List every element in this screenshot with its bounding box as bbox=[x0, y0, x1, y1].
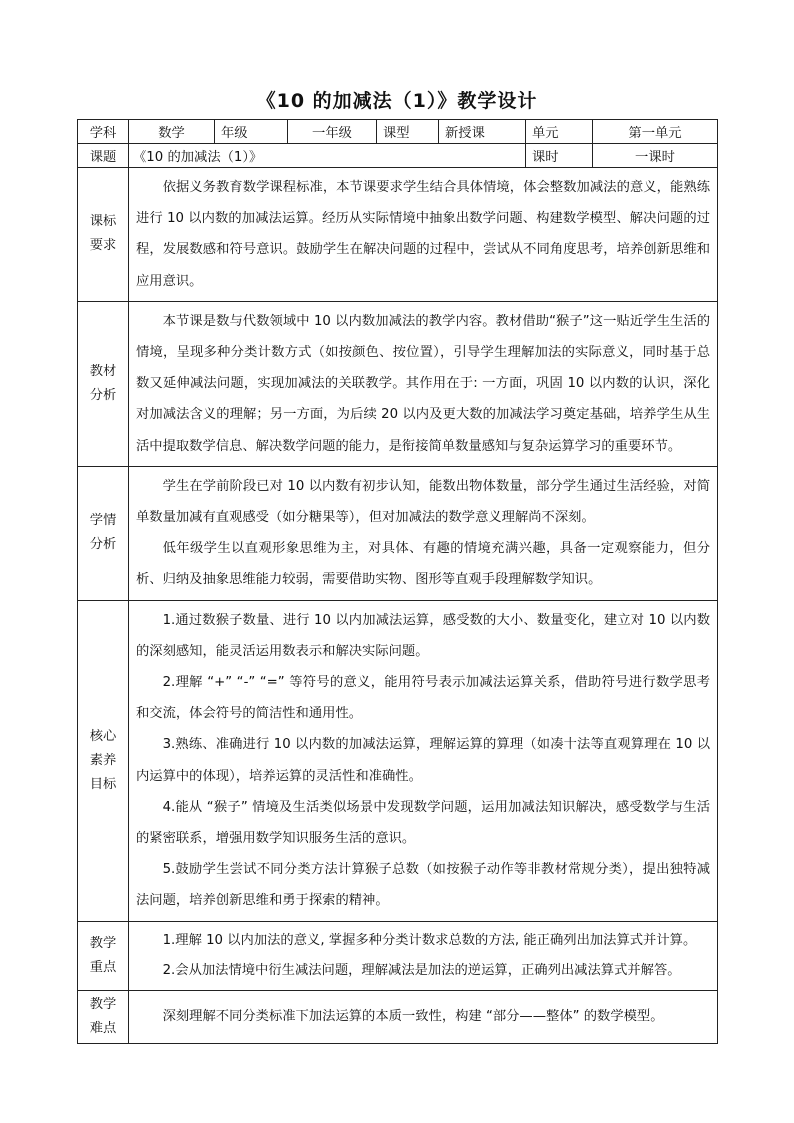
lesson-plan-table bbox=[77, 119, 718, 1044]
standards-row bbox=[78, 168, 718, 302]
topic-row bbox=[78, 144, 718, 168]
key-points-content bbox=[129, 921, 718, 990]
difficulties-label-line-2: 难点 bbox=[89, 1020, 117, 1036]
students-label bbox=[78, 466, 129, 600]
standards-content bbox=[129, 168, 718, 302]
standards-text: 依据义务教育数学课程标准，本节课要求学生结合具体情境，体会整数加减法的意义，能熟练进行 10 以内数的加减法运算。经历从实际情境中抽象出数学问题、构建数学模型、解决问题的过程，发展数感和符号意识。鼓励学生在解决问题的过程中，尝试从不同角度思考，培养创新思维和应用意识。 bbox=[136, 180, 710, 289]
standards-label bbox=[78, 168, 129, 302]
subject-label: 学科 bbox=[78, 120, 129, 144]
goals-label bbox=[78, 600, 129, 921]
students-row bbox=[78, 466, 718, 600]
key-point-item: 1.理解 10 以内加法的意义, 掌握多种分类计数求总数的方法, 能正确列出加法算式并计算。 bbox=[162, 932, 697, 948]
topic-label: 课题 bbox=[78, 144, 129, 168]
material-text: 本节课是数与代数领域中 10 以内数加减法的教学内容。教材借助“猴子”这一贴近学生生活的情境，呈现多种分类计数方式（如按颜色、按位置），引导学生理解加法的实际意义，同时基于总数又延伸减法问题，实现加减法的关联教学。其作用在于: 一方面，巩固 10 以内数的认识，深化对加减法含义的理解；另一方面，为后续 20 以内及更大数的加减法学习奠定基础，培养学生从生活中提取数学信息、解决数学问题的能力，是衔接简单数量感知与复杂运算学习的重要环节。 bbox=[136, 313, 710, 454]
document-title: 《10 的加减法（1）》教学设计 bbox=[256, 90, 538, 112]
difficulties-label-line-1: 教学 bbox=[89, 996, 117, 1012]
key-points-row bbox=[78, 921, 718, 990]
difficulties-label bbox=[78, 990, 129, 1043]
material-content bbox=[129, 301, 718, 466]
hours-value: 一课时 bbox=[593, 144, 718, 168]
material-label-line-2: 分析 bbox=[89, 387, 117, 403]
goals-label-line-3: 目标 bbox=[89, 776, 117, 792]
difficulties-content bbox=[129, 990, 718, 1043]
goal-item: 2.理解 “+” “-” “=” 等符号的意义，能用符号表示加减法运算关系，借助符号进行数学思考和交流，体会符号的简洁性和通用性。 bbox=[136, 675, 710, 722]
goal-item: 1.通过数猴子数量、进行 10 以内加减法运算，感受数的大小、数量变化，建立对 10 以内数的深刻感知，能灵活运用数表示和解决实际问题。 bbox=[136, 612, 710, 659]
key-points-label-line-2: 重点 bbox=[89, 959, 117, 975]
goals-label-line-2: 素养 bbox=[89, 752, 117, 768]
standards-label-line-2: 要求 bbox=[89, 238, 117, 254]
hours-label: 课时 bbox=[526, 144, 593, 168]
standards-label-line-1: 课标 bbox=[89, 214, 117, 230]
key-points-label bbox=[78, 921, 129, 990]
header-row bbox=[78, 120, 718, 144]
grade-label: 年级 bbox=[215, 120, 288, 144]
material-label bbox=[78, 301, 129, 466]
goal-item: 3.熟练、准确进行 10 以内数的加减法运算，理解运算的算理（如凑十法等直观算理在 10 以内运算中的体现），培养运算的灵活性和准确性。 bbox=[136, 737, 710, 784]
material-label-line-1: 教材 bbox=[89, 363, 117, 379]
students-content bbox=[129, 466, 718, 600]
type-value: 新授课 bbox=[439, 120, 526, 144]
goal-item: 5.鼓励学生尝试不同分类方法计算猴子总数（如按猴子动作等非教材常规分类），提出独特减法问题，培养创新思维和勇于探索的精神。 bbox=[136, 862, 710, 909]
unit-label: 单元 bbox=[526, 120, 593, 144]
difficulties-text: 深刻理解不同分类标准下加法运算的本质一致性，构建 “部分——整体” 的数学模型。 bbox=[162, 1008, 664, 1024]
goals-label-line-1: 核心 bbox=[89, 728, 117, 744]
goal-item: 4.能从 “猴子” 情境及生活类似场景中发现数学问题，运用加减法知识解决，感受数学与生活的紧密联系，增强用数学知识服务生活的意识。 bbox=[136, 799, 710, 847]
students-paragraph-2: 低年级学生以直观形象思维为主，对具体、有趣的情境充满兴趣，具备一定观察能力，但分析、归纳及抽象思维能力较弱，需要借助实物、图形等直观手段理解数学知识。 bbox=[136, 541, 710, 588]
key-points-label-line-1: 教学 bbox=[89, 935, 117, 951]
type-label: 课型 bbox=[377, 120, 439, 144]
unit-value: 第一单元 bbox=[593, 120, 718, 144]
goals-row bbox=[78, 600, 718, 921]
difficulties-row bbox=[78, 990, 718, 1043]
subject-value: 数学 bbox=[129, 120, 215, 144]
topic-value: 《10 的加减法（1）》 bbox=[129, 144, 526, 168]
students-label-line-1: 学情 bbox=[89, 513, 117, 529]
material-row bbox=[78, 301, 718, 466]
goals-content bbox=[129, 600, 718, 921]
students-paragraph-1: 学生在学前阶段已对 10 以内数有初步认知，能数出物体数量，部分学生通过生活经验，对简单数量加减有直观感受（如分糖果等），但对加减法的数学意义理解尚不深刻。 bbox=[136, 478, 710, 526]
key-point-item: 2.会从加法情境中衍生减法问题，理解减法是加法的逆运算，正确列出减法算式并解答。 bbox=[162, 962, 681, 978]
students-label-line-2: 分析 bbox=[89, 537, 117, 553]
grade-value: 一年级 bbox=[288, 120, 377, 144]
